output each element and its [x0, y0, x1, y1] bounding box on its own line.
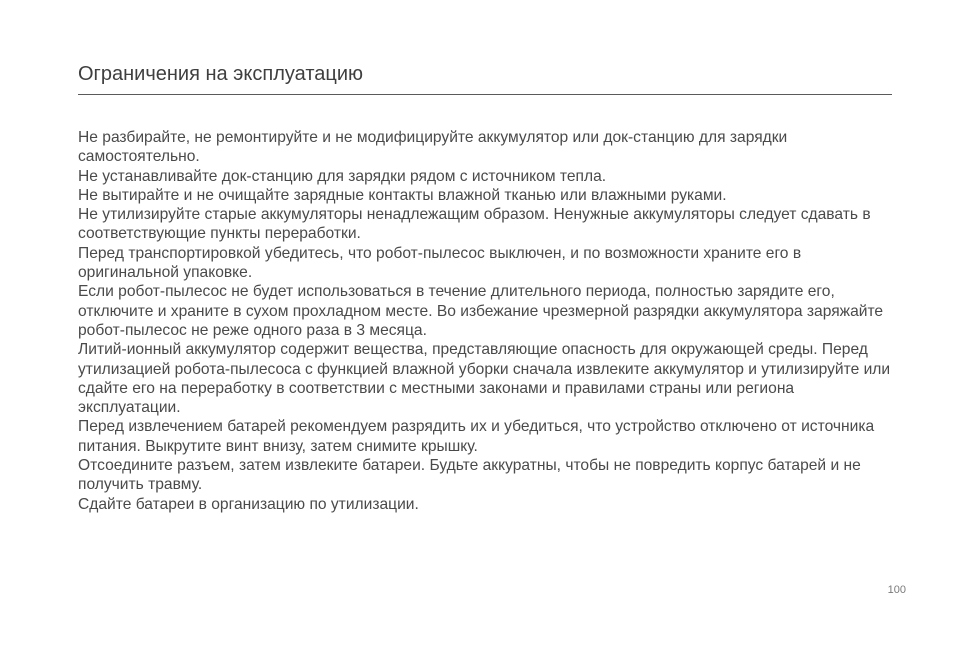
paragraph-disconnect: Отсоедините разъем, затем извлеките батареи. Будьте аккуратны, чтобы не повредить корпус батарей и не получить травму. — [78, 457, 861, 494]
paragraph-lithium-ion: Литий-ионный аккумулятор содержит вещества, представляющие опасность для окружающей среды. Перед утилизацией робота-пылесоса с функцией влажной уборки сначала извлеките аккумулятор и утилизируйте или сдайте его на переработку в соответствии с местными законами и правилами страны или региона эксплуатации. — [78, 341, 891, 417]
paragraph-contacts: Не вытирайте и не очищайте зарядные контакты влажной тканью или влажными руками. — [78, 186, 727, 204]
paragraph-recycling: Сдайте батареи в организацию по утилизации. — [78, 495, 419, 513]
body-text — [78, 128, 894, 514]
paragraph-battery-removal: Перед извлечением батарей рекомендуем разрядить их и убедиться, что устройство отключено от источника питания. Выкрутите винт внизу, затем снимите крышку. — [78, 418, 875, 455]
paragraph-storage: Если робот-пылесос не будет использоваться в течение длительного периода, полностью зарядите его, отключите и храните в сухом прохладном месте. Во избежание чрезмерной разрядки аккумулятора заряжайте робот-пылесос не реже одного раза в 3 месяца. — [78, 283, 884, 339]
paragraph-transport: Перед транспортировкой убедитесь, что робот-пылесос выключен, и по возможности храните его в оригинальной упаковке. — [78, 244, 802, 282]
page-title: Ограничения на эксплуатацию — [78, 60, 892, 95]
page-number: 100 — [887, 584, 906, 596]
paragraph-battery-disposal: Не утилизируйте старые аккумуляторы ненадлежащим образом. Ненужные аккумуляторы следует сдавать в соответствующие пункты переработки. — [78, 206, 871, 243]
paragraph-disassembly: Не разбирайте, не ремонтируйте и не модифицируйте аккумулятор или док-станцию для зарядки самостоятельно. — [78, 129, 788, 166]
paragraph-heat-source: Не устанавливайте док-станцию для зарядки рядом с источником тепла. — [78, 167, 607, 185]
